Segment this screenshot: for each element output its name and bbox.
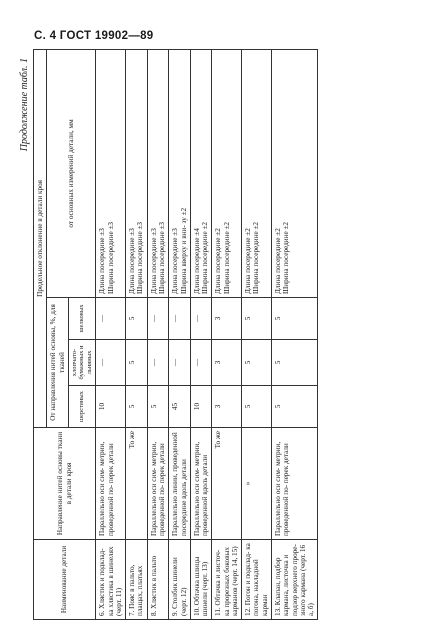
table-row	[242, 49, 272, 619]
header-from-axis: от основных измерений детали, мм	[47, 49, 96, 297]
row-cotton: 5	[272, 340, 318, 386]
row-wool: 45	[169, 386, 191, 428]
row-silk: 5	[242, 298, 272, 340]
axis-length: Длина посередине ±2	[244, 228, 253, 294]
row-direction: Параллельно оси сим- метрии, проведенной по- перек детали	[272, 428, 318, 540]
row-wool: 5	[272, 386, 318, 428]
row-direction: Параллельно оси сим- метрии, проведенной вдоль детали	[190, 428, 212, 540]
axis-length: Длина посередине ±2	[274, 228, 283, 294]
row-silk: —	[96, 298, 126, 340]
table-row	[272, 49, 318, 619]
row-wool: 5	[147, 386, 169, 428]
row-axis	[147, 49, 169, 297]
row-wool: 5	[126, 386, 148, 428]
page-header: С. 4 ГОСТ 19902—89	[34, 30, 154, 42]
row-name: 13. Клапан, подбор кармана, листочка и подзор верхнего проре- зного кармана (черт. 16 а, б)	[272, 540, 318, 620]
row-wool: 3	[212, 386, 242, 428]
row-axis	[96, 49, 126, 297]
row-direction: То же	[212, 428, 242, 540]
row-direction: Параллельно оси сим- метрии, проведенной по- перек детали	[147, 428, 169, 540]
row-name: 10. Обтачка шлицы шинели (черт. 13)	[190, 540, 212, 620]
row-axis	[272, 49, 318, 297]
header-wool: шерстяных	[68, 386, 95, 428]
row-cotton: 5	[126, 340, 148, 386]
row-silk: —	[190, 298, 212, 340]
header-direction: Направление нитей основы ткани в детали кроя	[34, 428, 96, 540]
continuation-label: Продолжение табл. 1	[19, 58, 30, 152]
axis-length: Длина посередине ±3	[149, 228, 158, 294]
row-wool: 10	[96, 386, 126, 428]
row-direction: »	[242, 428, 272, 540]
axis-width: Ширина посередине ±3	[106, 221, 115, 294]
row-name: 9. Столбик шинели (черт. 12)	[169, 540, 191, 620]
table-row	[169, 49, 191, 619]
row-wool: 10	[190, 386, 212, 428]
table-row	[212, 49, 242, 619]
header-from-warp: От направления нитей основы, %, для тканей	[47, 298, 69, 428]
row-axis	[126, 49, 148, 297]
rotated-table-area	[15, 50, 370, 620]
row-name: 12. Погон и подклад- ка погона, накладной карман	[242, 540, 272, 620]
header-name: Наименование детали	[34, 540, 96, 620]
row-direction: Параллельно линии, проведенной посередине вдоль детали	[169, 428, 191, 540]
row-silk: —	[169, 298, 191, 340]
row-wool: 5	[242, 386, 272, 428]
row-name: 6. Хлястик и подклад- ка хлястика в шинелях (черт. 11)	[96, 540, 126, 620]
row-axis	[212, 49, 242, 297]
row-cotton: —	[190, 340, 212, 386]
row-name: 7. Пояс в пальто, плащах, платьях	[126, 540, 148, 620]
table-row	[96, 49, 126, 619]
row-cotton: —	[96, 340, 126, 386]
row-cotton: 5	[242, 340, 272, 386]
row-silk: 3	[212, 298, 242, 340]
axis-length: Длина посередине ±3	[128, 228, 137, 294]
row-axis	[242, 49, 272, 297]
row-cotton: —	[169, 340, 191, 386]
axis-length: Длина посередине ±3	[98, 228, 107, 294]
axis-length: Длина посередине ±3	[171, 228, 180, 294]
spec-table	[33, 49, 318, 620]
axis-width: Ширина посередине ±2	[252, 221, 261, 294]
row-cotton: —	[147, 340, 169, 386]
axis-length: Длина посередине ±2	[214, 228, 223, 294]
axis-width: Ширина посередине ±2	[201, 221, 210, 294]
header-cotton: хлопчато-бумажных и льняных	[68, 340, 95, 386]
row-silk: 5	[272, 298, 318, 340]
header-silk: шелковых	[68, 298, 95, 340]
table-row	[190, 49, 212, 619]
row-name: 11. Обтачка и листоч- ка прорезных боковых карманов (черт. 14, 15)	[212, 540, 242, 620]
header-max-deviation: Предельное отклонение в детали кроя	[34, 49, 47, 427]
row-direction: То же	[126, 428, 148, 540]
row-silk: —	[147, 298, 169, 340]
table-row	[126, 49, 148, 619]
row-axis	[190, 49, 212, 297]
table-row	[147, 49, 169, 619]
axis-width: Ширина посередине ±3	[157, 221, 166, 294]
row-name: 8. Хлястик в пальто	[147, 540, 169, 620]
row-cotton: 3	[212, 340, 242, 386]
axis-width: Ширина посередине ±2	[282, 221, 291, 294]
axis-width: Ширина вверху и вни- зу ±2	[179, 207, 188, 294]
row-axis	[169, 49, 191, 297]
row-direction: Параллельно оси сим- метрии, проведенной по- перек детали	[96, 428, 126, 540]
row-silk: 5	[126, 298, 148, 340]
axis-length: Длина посередине ±4	[192, 228, 201, 294]
axis-width: Ширина посередине ±3	[136, 221, 145, 294]
axis-width: Ширина посередине ±2	[222, 221, 231, 294]
